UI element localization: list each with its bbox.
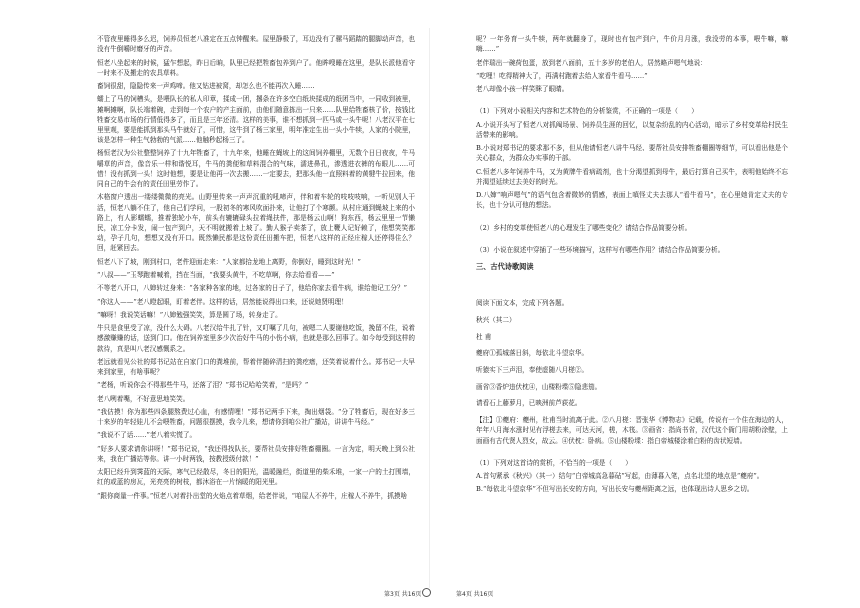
poem-title: 秋兴（其二） xyxy=(476,315,516,324)
story-paragraph: “嘛呀！我说笑话嘛！”八婶勉强笑笑，算是圆了场，转身走了。 xyxy=(97,310,282,319)
story-paragraph: 恒老八坐起来的时候，猛乍想起，昨日后晌，队里已经把牲畜包养到户了。他眸嗖睡在这里，是队长派他看守一时来不及搬走的农具草料。 xyxy=(97,58,415,77)
option-b: B.“每依北斗望京华”不但写出长安的方向，写出长安与夔州距离之远，也体现出诗人思乡之切。 xyxy=(476,485,754,494)
story-paragraph: “我说不了话……”老八着实慌了。 xyxy=(97,431,197,440)
story-paragraph: “八叔——”玉琴跑着喊着，挡在当面，“我要头黄牛，不吃草啊，你去给看看——” xyxy=(97,270,335,279)
story-paragraph: “老杨，听说你会不得那些牛马，还落了泪？”郑书记哈哈笑着，“是吗？” xyxy=(97,381,309,390)
story-paragraph: 老远就看见公社的郑书记站在自家门口的粪堆前，帮着伴随碎清扫的粪疙瘩，还笑着说着什么。郑书记一大早来到家里，有啥事呢？ xyxy=(97,357,415,377)
story-paragraph: 老八却像小孩一样笑眯了眼睛。 xyxy=(476,85,569,94)
story-paragraph: 不管夜里睡得多么迟，饲养员恒老八准定在五点钟醒来。屋里静极了，耳边没有了骡马蹈踏的腿脚动声音，也没有牛倒嚼时磨牙的声音。 xyxy=(97,35,415,54)
question-1: （1）下列对小说相关内容和艺术特色的分析鉴赏，不正确的一项是（ ） xyxy=(476,107,698,116)
left-column xyxy=(97,34,415,504)
question-2: （2）乡村的变革使恒老八的心理发生了哪些变化？请结合作品简要分析。 xyxy=(476,223,692,232)
poem-line: 请看石上藤萝月，已映洲前芦荻花。 xyxy=(476,399,582,408)
poem-line: 画省③香炉违伏枕④，山楼粉堞⑤隐悲笳。 xyxy=(476,382,602,391)
story-paragraph: 不等老八开口，八婶转过身来：“各家种各家的地，过各家的日子了，他给你家去看牛病，谁给他记工分？” xyxy=(97,284,408,293)
page-number-left: 第3页 共16页 xyxy=(384,591,422,598)
story-paragraph: 牛只是食里受了凉，没什么大碍。八老汉给牛扎了针，又叮嘱了几句，被嗯二人要谢他吃饭，挽留不住，说着感激赚赚的话，送到门口。他在饲养室里多少次治好牛马的小伤小病，也就是那么回事了。如今每受到这样的款待，真是叫八老汉感慨系之。 xyxy=(97,324,415,353)
question-3: （3）小说在叙述中穿插了一些环境描写，这样写有哪些作用？请结合作品简要分析。 xyxy=(476,245,725,254)
page-number-right: 第4页 共16页 xyxy=(456,591,494,598)
poem-line: 夔府①孤城落日斜，每依北斗望京华。 xyxy=(476,349,589,358)
right-page xyxy=(430,0,860,608)
poem-author: 杜 甫 xyxy=(476,332,492,341)
story-paragraph: 蠕上了马的饲槽头，是喂队长的私人印章，揉成一团，撂条在许多空白纸块揉成的纸团当中，一同收到被里，摊啊摊啊，队长端着碗，走到每一个农户的产主面前，由他们随意拣出一只来……队里给牲畜核了价，按钱比牲畜交易市场的行情低得多了，而且是三年还清。这样的美事，谁不想抓到一匹马或一头牛呢！八老汉平在七里里观，要是能抓到那头马牛就好了，可惜，这牛到了杨三家里，明年准定生出一头小牛犊，人家的小院里，该是怎样一种生气勃勃的气派……他触秒起杨三了。 xyxy=(97,95,415,145)
story-paragraph: “你这人——”老八瞪起眼，盯着老伴。这样的话，居然能说得出口来，还说她贤明理！ xyxy=(97,297,348,306)
story-paragraph: 杨恒老汉为公社整整饲养了十九年牲畜了，十九年来，他睡在蝇坡上的这间饲养棚里，无数个日日夜夜，牛马嚼草的声音，像音乐一样和谐悦耳，牛马的粪便和草料混合的气味，濡进鼻孔，渗透进衣裤的布眼儿……可惜！没有抓到一头！这时他想，要是让他再一次去搬……一定要去，把那头他一直照料着的黄犍牛拉回来，他同自己的牛会有的责任田里劳作了。 xyxy=(97,149,415,189)
option-a: A.小说开头写了恒老八对抓阄场景、饲养员生涯的回忆，以复杂纷乱的内心活动，暗示了乡村变革给村民生活带来的影响。 xyxy=(476,120,788,139)
story-paragraph: “我估摸！你为那些四条腿熬费过心血，有感情哩！”郑书记两手下来，掏出烟袋。“分了牲畜后，现在好多三十来岁的年轻娃儿不会喂牲畜，问题很摆摸，我今儿来，想请你到咱公社广播站，讲讲牛马经。” xyxy=(97,407,415,427)
story-paragraph: 老伴瑞出一碗荷包蛋，放到老八面前，五十多岁的老伯人，居然略声嗯气地说： xyxy=(476,58,707,67)
right-column xyxy=(476,34,788,498)
story-paragraph: 呢？一年务育一头牛犊，两年就翻身了，现时也有包产到户，牛价月月涨，我没劳的本事，喂牛嘛，嘛嗨……” xyxy=(476,35,788,54)
option-c: C.恒老八多年饲养牛马，又为黄牌牛看病疏剂，也十分渴望抓到母牛，最后打算自己买牛，表明他始终不忘并渴望延续过去美好的时光。 xyxy=(476,167,788,186)
option-d: D.八婶“响声嗯气”的语气包含着微妙的情感，表面上嗔怪丈夫去那人“看牛看马”，在心里她肯定丈夫的专长，也十分认可他的想法。 xyxy=(476,191,788,210)
option-b: B.小说对郑书记的要求那不多，但从他请恒老八讲牛马经、要帮社员安排牲畜棚圈等细节，可以看出他是个关心群众，为群众办实事的干部。 xyxy=(476,144,788,163)
binding-hole-icon xyxy=(422,588,431,597)
story-paragraph: “跟你商量一件事。”恒老八对着扑出堂的火焰点着草烟，给老伴说，“咱屋人不养牛，庄稼人不养牛，抓摸啥 xyxy=(97,491,408,500)
section-heading: 三、古代诗歌阅读 xyxy=(476,262,534,272)
question-4: （1）下列对这首诗的赏析，不恰当的一项是（ ） xyxy=(476,458,632,467)
option-a: A.首句紧承《秋兴》（其一）结句“白帝城高急暮砧”写起，由薄暮入笔，点名北望的地点是“夔府”。 xyxy=(476,472,764,481)
story-paragraph: “吃哩！吃得精神大了，再满村跑着去给人家看牛看马……” xyxy=(476,71,648,80)
poem-notes: 【注】①夔府：夔州，杜甫当时流离于此。②八月槎：晋张华《博物志》记载，传说有一个住在海边的人，年年八月海水涨时见有浮槎去来，可达天河，槎，木筏。③画省：指尚书省，汉代这个衙门用胡粉涂壁，上面画有古代贤人烈女，故云。④伏枕：卧病。⑤山楼粉堞：指白帝城楼涂着白粉的齿状短墙。 xyxy=(476,416,788,445)
story-paragraph: “好多人要求请你讲呀！”郑书记说，“我还得找队长，要帮社员安排好牲畜棚圈。一言为定，明天晚上到公社来，我在广播站等你。讲一小时两钱，按教授级付款！” xyxy=(97,444,415,463)
story-paragraph: 恒老八下了坡，刚到村口，老件迎面走来：“人家都拾龙地上离野，你倒好，睡到这时光！” xyxy=(97,257,361,266)
poem-line: 听猿实下三声泪，奉使虚随八月槎②。 xyxy=(476,366,589,374)
story-paragraph: 老八咧着嘴，不好意思地笑笑。 xyxy=(97,394,190,403)
story-paragraph: 太阳已经升到霁蓝的天际，寒气已经散尽，冬日的阳光，温暖融烂，街道里的柴禾堆，一家一户的土打围墙，红的或蓝的房瓦，光亮亮的树枝，都沐浴在一片恼暖的阳光里。 xyxy=(97,468,415,487)
story-paragraph: 木格窗户透出一缕缕微微的亮光。山野里传来一声声沉重的吼啼声，伴和着车轮的吱吱吱响，一听见别人干活，恒老八躺不住了，他自己们学问，一股初冬的寒风吹面扑来，让他打了个寒颤。从村庄通到蝇坡上来的小路上，有人影蠕蠕，推着独轮小车，前头有辘辘碌头拉着绳扶件，那是杨云山啊！狗东西，杨云里里一节懒民，凉工分卡发，闹一包产到户，天不明就搬着上坡了。勤人猴子卖茶了，放上鞭人记好赖了，他想笑笑都动，孕子几句，想想又没有开口。既然懒民都是这份责任田搬车把，恒老八这样的正经庄稼人还停得住么？回，赶紧回去。 xyxy=(97,193,415,253)
poem-instruction: 阅读下面文本，完成下列各题。 xyxy=(476,299,569,308)
story-paragraph: 畜饲很甜，隐隐传来一声鸡啼。他又钻进被窝，却怎么也不能再次入睡…… xyxy=(97,82,315,90)
